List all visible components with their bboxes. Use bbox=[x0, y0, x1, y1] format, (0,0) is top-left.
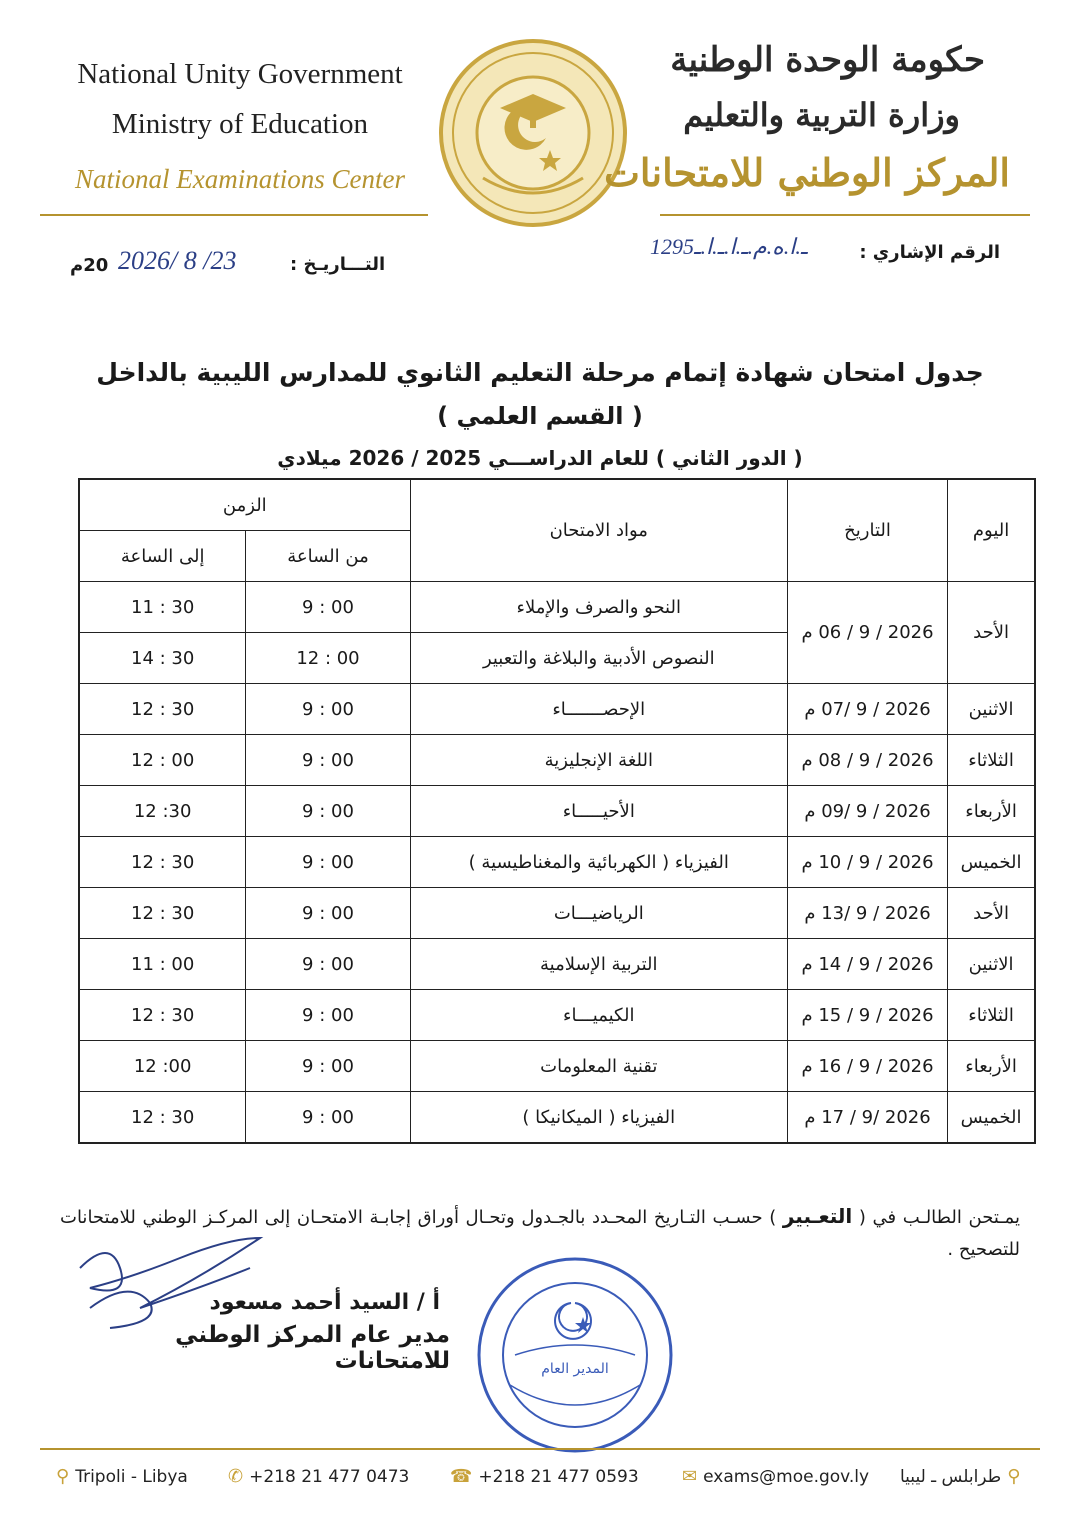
footer-address-ar bbox=[900, 1466, 1026, 1487]
phone-icon: ✆ bbox=[228, 1466, 244, 1487]
cell-subject: التربية الإسلامية bbox=[410, 939, 787, 990]
reference-value: 1295ـ.ا.ه.م.ـ.ا.ـ.ا.ـ bbox=[650, 234, 808, 259]
table-row bbox=[79, 837, 1035, 888]
cell-day: الثلاثاء bbox=[948, 990, 1035, 1041]
cell-date: 2026 / 9 / 08 م bbox=[787, 735, 947, 786]
footer-phone bbox=[222, 1466, 409, 1487]
col-header-day: اليوم bbox=[948, 479, 1035, 582]
footer-phone-text: +218 21 477 0473 bbox=[249, 1467, 410, 1487]
cell-date: 2026 / 9 / 16 م bbox=[787, 1041, 947, 1092]
header-ar-ministry: وزارة التربية والتعليم bbox=[683, 96, 960, 134]
cell-from-time: 9 : 00 bbox=[246, 735, 410, 786]
cell-from-time: 9 : 00 bbox=[246, 582, 410, 633]
footer-divider bbox=[40, 1448, 1040, 1450]
cell-from-time: 9 : 00 bbox=[246, 990, 410, 1041]
table-row bbox=[79, 990, 1035, 1041]
footer-fax-text: +218 21 477 0593 bbox=[478, 1467, 639, 1487]
cell-day: الخميس bbox=[948, 1092, 1035, 1144]
header-en-center: National Examinations Center bbox=[75, 164, 405, 194]
cell-day: الأحد bbox=[948, 888, 1035, 939]
stamp-center-text: المدير العام bbox=[541, 1361, 609, 1377]
exam-schedule-body bbox=[79, 582, 1035, 1144]
note-pre: يمـتحن الطالـب في ( bbox=[858, 1207, 1020, 1228]
cell-day: الخميس bbox=[948, 837, 1035, 888]
header-divider-right bbox=[660, 214, 1030, 216]
cell-day: الثلاثاء bbox=[948, 735, 1035, 786]
cell-to-time: 12 : 30 bbox=[79, 1092, 246, 1144]
cell-subject: الأحيـــــاء bbox=[410, 786, 787, 837]
cell-from-time: 9 : 00 bbox=[246, 1092, 410, 1144]
header-ar-government: حكومة الوحدة الوطنية bbox=[670, 40, 985, 80]
cell-from-time: 9 : 00 bbox=[246, 939, 410, 990]
col-header-from: من الساعة bbox=[246, 531, 410, 582]
table-row bbox=[79, 1092, 1035, 1144]
cell-day: الأربعاء bbox=[948, 1041, 1035, 1092]
header-ar-center: المركز الوطني للامتحانات bbox=[604, 150, 1010, 195]
location-pin-icon-ar: ⚲ bbox=[1007, 1466, 1021, 1487]
cell-subject: الفيزياء ( الكهربائية والمغناطيسية ) bbox=[410, 837, 787, 888]
cell-to-time: 11 : 00 bbox=[79, 939, 246, 990]
table-row bbox=[79, 582, 1035, 633]
note-bold: التعـبير bbox=[782, 1204, 853, 1228]
footer-address-en bbox=[50, 1466, 188, 1487]
table-row bbox=[79, 939, 1035, 990]
cell-to-time: 12 :00 bbox=[79, 1041, 246, 1092]
ministry-seal-logo bbox=[438, 38, 628, 228]
reference-label: الرقم الإشاري : bbox=[859, 242, 1000, 263]
cell-to-time: 12 : 30 bbox=[79, 684, 246, 735]
cell-from-time: 9 : 00 bbox=[246, 888, 410, 939]
signatory-name: أ / السيد أحمد مسعود bbox=[209, 1290, 440, 1315]
email-icon: ✉ bbox=[682, 1466, 698, 1487]
cell-to-time: 12 : 30 bbox=[79, 888, 246, 939]
cell-date: 2026 /9 / 17 م bbox=[787, 1092, 947, 1144]
cell-date: 2026 / 9 / 10 م bbox=[787, 837, 947, 888]
date-suffix: 20م bbox=[70, 255, 109, 276]
fax-icon: ☎ bbox=[450, 1466, 473, 1487]
col-header-to: إلى الساعة bbox=[79, 531, 246, 582]
footer-email-text: exams@moe.gov.ly bbox=[703, 1467, 870, 1487]
cell-day: الاثنين bbox=[948, 939, 1035, 990]
cell-subject: اللغة الإنجليزية bbox=[410, 735, 787, 786]
cell-date: 2026 / 9 / 14 م bbox=[787, 939, 947, 990]
cell-from-time: 9 : 00 bbox=[246, 786, 410, 837]
cell-to-time: 12 : 00 bbox=[79, 735, 246, 786]
header-divider-left bbox=[40, 214, 428, 216]
signatory-title: مدير عام المركز الوطني للامتحانات bbox=[175, 1322, 450, 1374]
document-subtitle-section: ( القسم العلمي ) bbox=[437, 402, 643, 430]
note-post: ) حسـب التـاريخ المحـدد بالجـدول وتحـال أوراق إجابـة الامتحـان إلى المركـز الوطني للامتحانات للتصحيح . bbox=[60, 1207, 1020, 1260]
cell-from-time: 12 : 00 bbox=[246, 633, 410, 684]
cell-from-time: 9 : 00 bbox=[246, 1041, 410, 1092]
col-header-time: الزمن bbox=[79, 479, 410, 531]
cell-day: الاثنين bbox=[948, 684, 1035, 735]
cell-subject: الإحصـــــــاء bbox=[410, 684, 787, 735]
location-pin-icon: ⚲ bbox=[56, 1466, 70, 1487]
footer-address-ar-text: طرابلس ـ ليبيا bbox=[900, 1467, 1002, 1487]
table-row bbox=[79, 1041, 1035, 1092]
cell-subject: الرياضيـــات bbox=[410, 888, 787, 939]
cell-to-time: 12 : 30 bbox=[79, 837, 246, 888]
official-stamp bbox=[475, 1255, 675, 1455]
col-header-subject: مواد الامتحان bbox=[410, 479, 787, 582]
header-en-ministry: Ministry of Education bbox=[111, 108, 369, 140]
cell-date: 2026 / 9 / 06 م bbox=[787, 582, 947, 684]
document-subtitle-year: ( الدور الثاني ) للعام الدراســـي 2025 / 2026 ميلادي bbox=[277, 446, 803, 470]
cell-to-time: 12 :30 bbox=[79, 786, 246, 837]
cell-subject: تقنية المعلومات bbox=[410, 1041, 787, 1092]
cell-date: 2026 / 9 /07 م bbox=[787, 684, 947, 735]
cell-from-time: 9 : 00 bbox=[246, 684, 410, 735]
cell-date: 2026 / 9 /13 م bbox=[787, 888, 947, 939]
col-header-date: التاريخ bbox=[787, 479, 947, 582]
table-row bbox=[79, 786, 1035, 837]
cell-subject: الفيزياء ( الميكانيكا ) bbox=[410, 1092, 787, 1144]
cell-subject: النحو والصرف والإملاء bbox=[410, 582, 787, 633]
cell-subject: الكيميـــاء bbox=[410, 990, 787, 1041]
table-row bbox=[79, 888, 1035, 939]
cell-date: 2026 / 9 /09 م bbox=[787, 786, 947, 837]
table-row bbox=[79, 735, 1035, 786]
footer-email bbox=[676, 1466, 869, 1487]
cell-to-time: 12 : 30 bbox=[79, 990, 246, 1041]
table-row bbox=[79, 684, 1035, 735]
cell-to-time: 11 : 30 bbox=[79, 582, 246, 633]
header-en-government: National Unity Government bbox=[77, 58, 403, 90]
cell-to-time: 14 : 30 bbox=[79, 633, 246, 684]
date-label: التـــاريـخ : bbox=[290, 254, 386, 275]
date-value: 2026/ 8 /23 bbox=[118, 246, 237, 275]
exam-schedule-table bbox=[78, 478, 1036, 1144]
footer-fax bbox=[444, 1466, 639, 1487]
cell-subject: النصوص الأدبية والبلاغة والتعبير bbox=[410, 633, 787, 684]
footer-address-en-text: Tripoli - Libya bbox=[75, 1467, 188, 1487]
cell-from-time: 9 : 00 bbox=[246, 837, 410, 888]
document-title: جدول امتحان شهادة إتمام مرحلة التعليم الثانوي للمدارس الليبية بالداخل bbox=[96, 358, 984, 387]
cell-day: الأحد bbox=[948, 582, 1035, 684]
cell-day: الأربعاء bbox=[948, 786, 1035, 837]
cell-date: 2026 / 9 / 15 م bbox=[787, 990, 947, 1041]
